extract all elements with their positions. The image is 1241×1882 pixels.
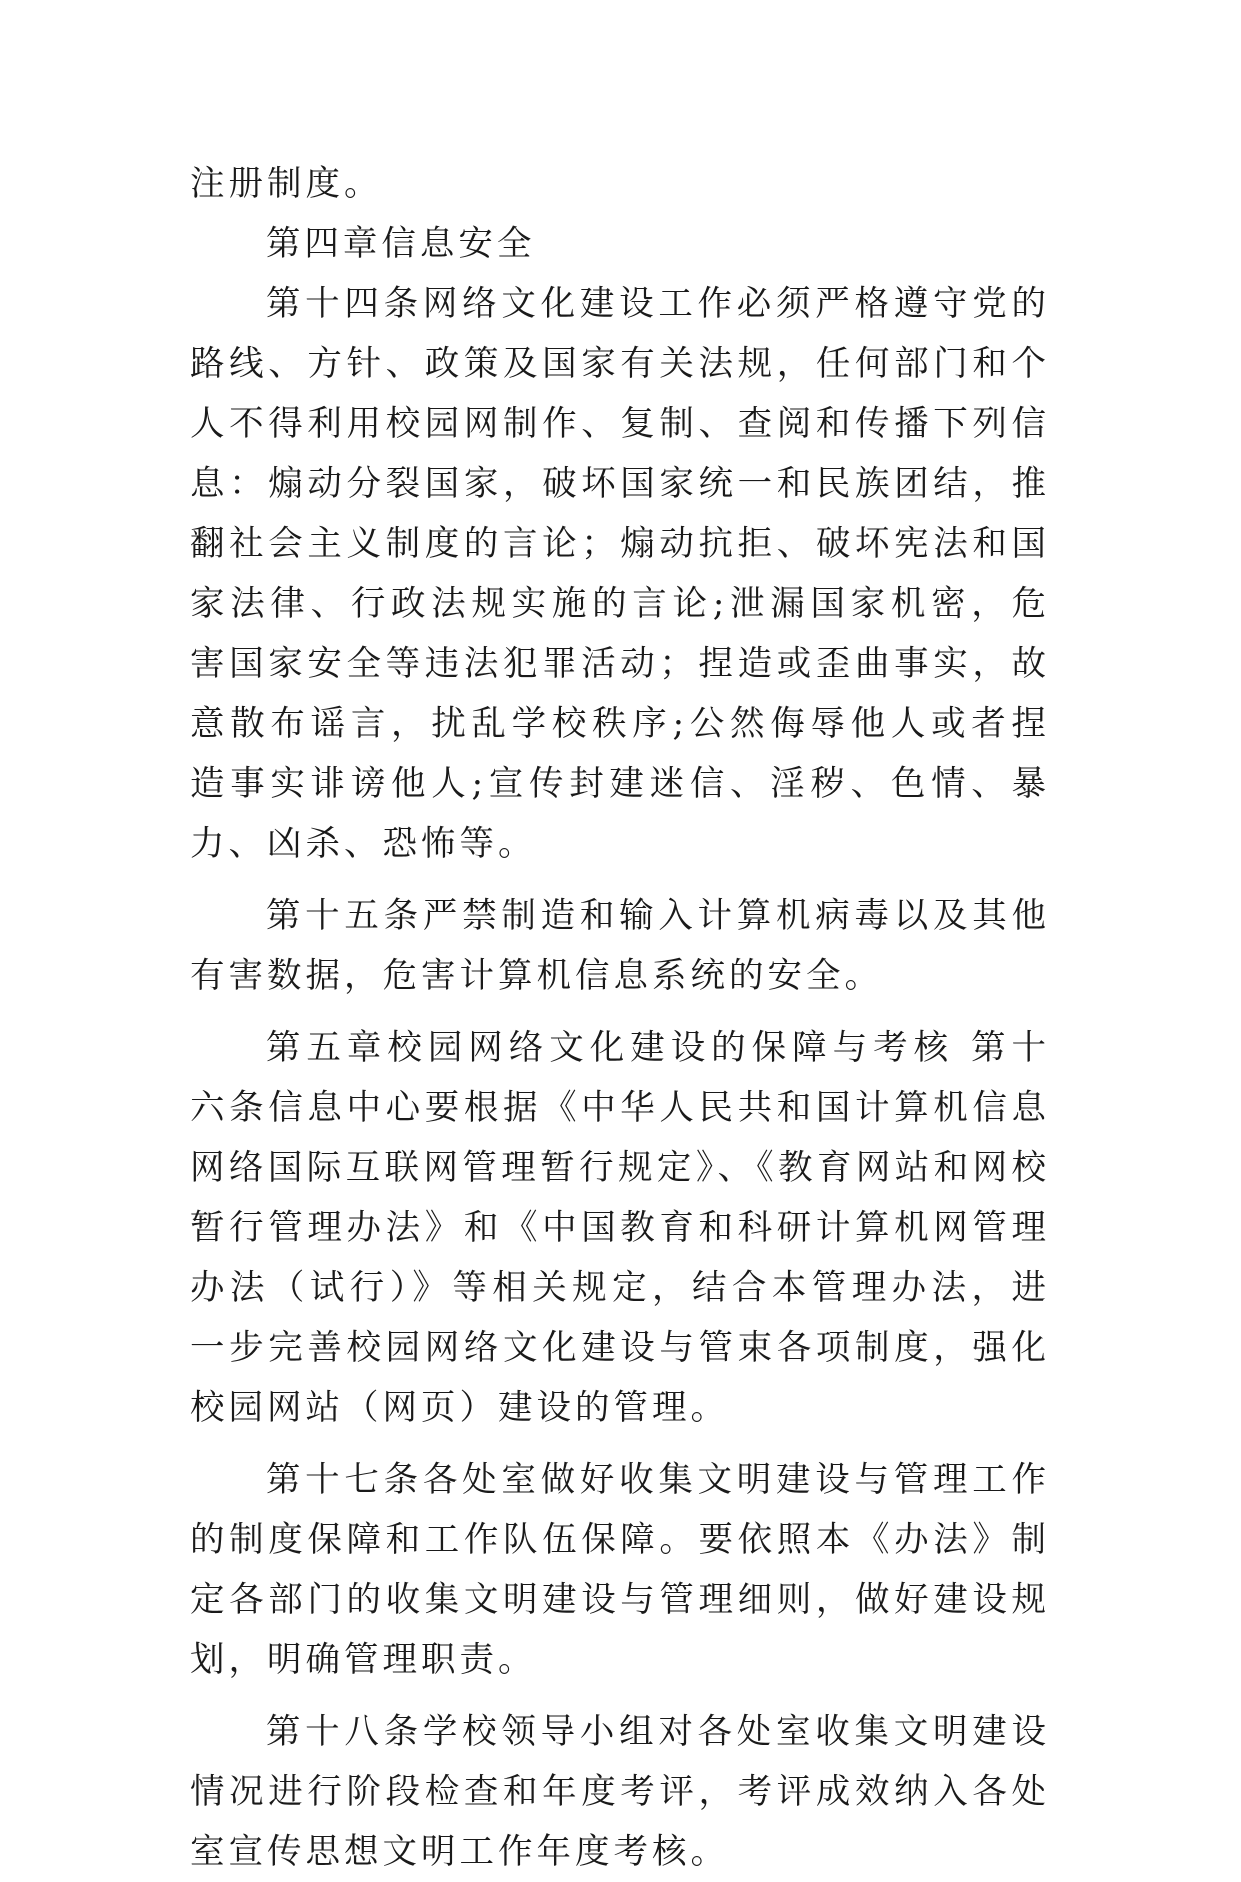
article-14: 第十四条网络文化建设工作必须严格遵守党的路线、方针、政策及国家有关法规，任何部门和个人不得利用校园网制作、复制、查阅和传播下列信息：煽动分裂国家，破坏国家统一和民族团结，推翻社会主义制度的言论；煽动抗拒、破坏宪法和国家法律、行政法规实施的言论;泄漏国家机密，危害国家安全等违法犯罪活动；捏造或歪曲事实，故意散布谣言，扰乱学校秩序;公然侮辱他人或者捏造事实诽谤他人;宣传封建迷信、淫秽、色情、暴力、凶杀、恐怖等。 [190,284,1050,864]
article-18: 第十八条学校领导小组对各处室收集文明建设情况进行阶段检查和年度考评，考评成效纳入各处室宣传思想文明工作年度考核。 [190,1712,1050,1872]
paragraph-continuation: 注册制度。 [190,164,383,204]
chapter-5-article-16: 第五章校园网络文化建设的保障与考核 第十六条信息中心要根据《中华人民共和国计算机信息网络国际互联网管理暂行规定》、《教育网站和网校暂行管理办法》和《中国教育和科研计算机网管理办法（试行）》等相关规定，结合本管理办法，进一步完善校园网络文化建设与管束各项制度，强化校园网站（网页）建设的管理。 [190,1028,1050,1428]
article-17: 第十七条各处室做好收集文明建设与管理工作的制度保障和工作队伍保障。要依照本《办法》制定各部门的收集文明建设与管理细则，做好建设规划，明确管理职责。 [190,1460,1050,1680]
document-body [190,154,1050,1882]
chapter-heading-4: 第四章信息安全 [265,224,536,264]
article-15: 第十五条严禁制造和输入计算机病毒以及其他有害数据，危害计算机信息系统的安全。 [190,896,1050,996]
